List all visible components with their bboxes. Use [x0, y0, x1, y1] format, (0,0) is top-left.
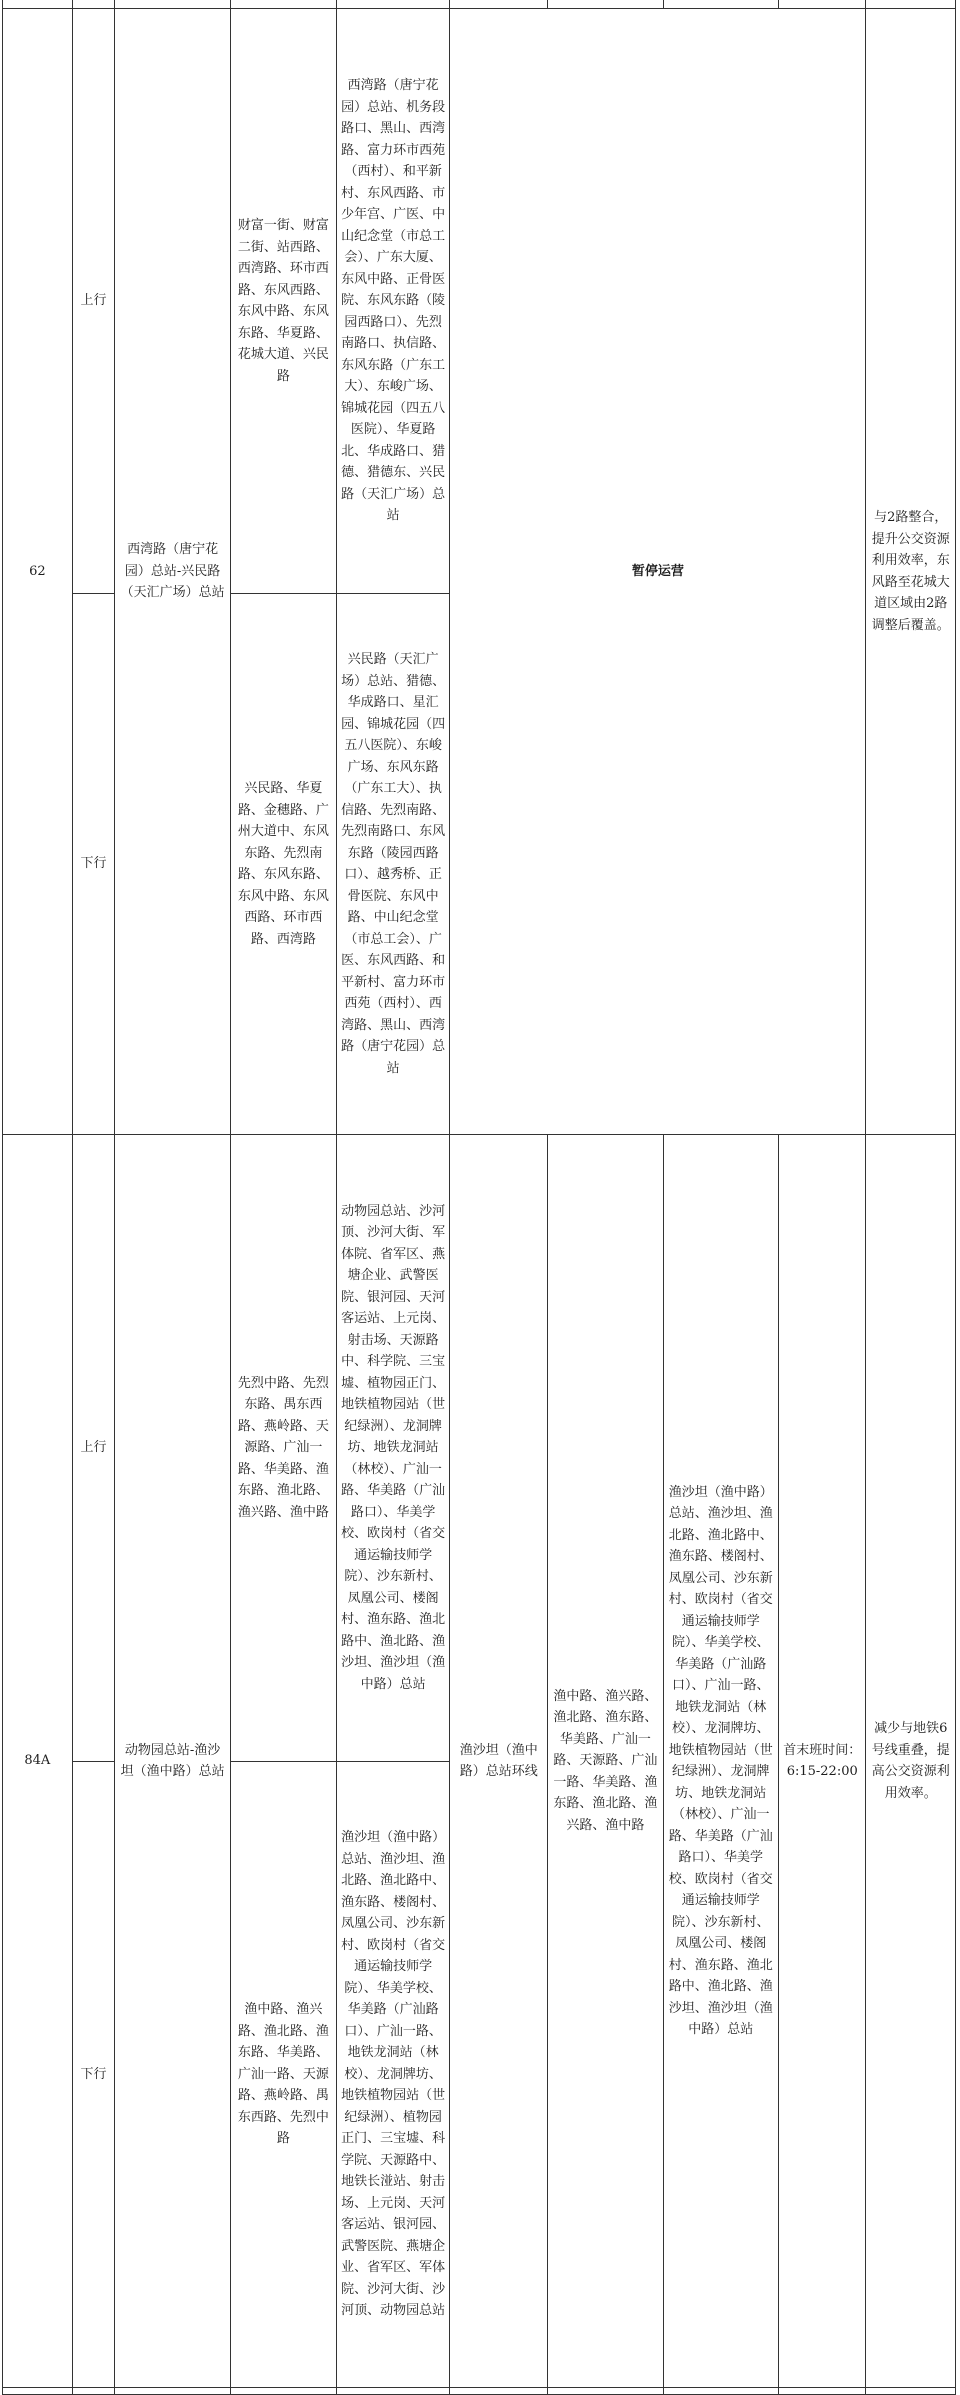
table-row-partial-top	[3, 0, 956, 9]
status-cell: 暂停运营	[450, 9, 866, 1135]
roads-cell: 先烈中路、先烈东路、禺东西路、燕岭路、天源路、广汕一路、华美路、渔东路、渔北路、渔兴路、渔中路	[230, 1135, 336, 1762]
terminals-cell: 西湾路（唐宁花园）总站-兴民路（天汇广场）总站	[115, 9, 230, 1135]
direction-cell: 下行	[72, 594, 115, 1135]
direction-cell: 上行	[72, 1135, 115, 1762]
stops-cell: 兴民路（天汇广场）总站、猎德、华成路口、星汇园、锦城花园（四五八医院）、东峻广场、东风东路（广东工大）、执信路、先烈南路、先烈南路口、东风东路（陵园西路口）、越秀桥、正骨医院、东风中路、中山纪念堂（市总工会）、广医、东风西路、和平新村、富力环市西苑（西村）、西湾路、黑山、西湾路（唐宁花园）总站	[336, 594, 449, 1135]
reason-cell: 减少与地铁6号线重叠，提高公交资源利用效率。	[866, 1135, 956, 2388]
direction-cell: 下行	[72, 1762, 115, 2388]
stops-cell: 渔沙坦（渔中路）总站、渔沙坦、渔北路、渔北路中、渔东路、楼阁村、凤凰公司、沙东新村、欧岗村（省交通运输技师学院）、华美学校、华美路（广汕路口）、广汕一路、地铁龙洞站（林校）、龙洞牌坊、地铁植物园站（世纪绿洲）、植物园正门、三宝墟、科学院、天源路中、地铁长湴站、射击场、上元岗、天河客运站、银河园、武警医院、燕塘企业、省军区、军体院、沙河大街、沙河顶、动物园总站	[336, 1762, 449, 2388]
adjusted-roads-cell: 渔中路、渔兴路、渔北路、渔东路、华美路、广汕一路、天源路、广汕一路、华美路、渔东路、渔北路、渔兴路、渔中路	[548, 1135, 663, 2388]
adjusted-terminals-cell: 渔沙坦（渔中路）总站环线	[450, 1135, 548, 2388]
route-number-cell: 84A	[3, 1135, 73, 2388]
table-row	[3, 1135, 956, 1762]
roads-cell: 财富一街、财富二街、站西路、西湾路、环市西路、东风西路、东风中路、东风东路、华夏路、花城大道、兴民路	[230, 9, 336, 594]
roads-cell: 兴民路、华夏路、金穗路、广州大道中、东风东路、先烈南路、东风东路、东风中路、东风西路、环市西路、西湾路	[230, 594, 336, 1135]
table-row-partial-bottom	[3, 2388, 956, 2395]
stops-cell: 动物园总站、沙河顶、沙河大街、军体院、省军区、燕塘企业、武警医院、银河园、天河客运站、上元岗、射击场、天源路中、科学院、三宝墟、植物园正门、地铁植物园站（世纪绿洲）、龙洞牌坊、地铁龙洞站（林校）、广汕一路、华美路（广汕路口）、华美学校、欧岗村（省交通运输技师学院）、沙东新村、凤凰公司、楼阁村、渔东路、渔北路中、渔北路、渔沙坦、渔沙坦（渔中路）总站	[336, 1135, 449, 1762]
table-row	[3, 9, 956, 594]
route-adjustment-table	[2, 0, 956, 2395]
direction-cell: 上行	[72, 9, 115, 594]
adjusted-stops-cell: 渔沙坦（渔中路）总站、渔沙坦、渔北路、渔北路中、渔东路、楼阁村、凤凰公司、沙东新村、欧岗村（省交通运输技师学院）、华美学校、华美路（广汕路口）、广汕一路、地铁龙洞站（林校）、龙洞牌坊、地铁植物园站（世纪绿洲）、龙洞牌坊、地铁龙洞站（林校）、广汕一路、华美路（广汕路口）、华美学校、欧岗村（省交通运输技师学院）、沙东新村、凤凰公司、楼阁村、渔东路、渔北路中、渔北路、渔沙坦、渔沙坦（渔中路）总站	[663, 1135, 778, 2388]
reason-cell: 与2路整合，提升公交资源利用效率，东风路至花城大道区域由2路调整后覆盖。	[866, 9, 956, 1135]
terminals-cell: 动物园总站-渔沙坦（渔中路）总站	[115, 1135, 230, 2388]
adjusted-hours-cell: 首末班时间：6:15-22:00	[779, 1135, 866, 2388]
stops-cell: 西湾路（唐宁花园）总站、机务段路口、黑山、西湾路、富力环市西苑（西村）、和平新村、东风西路、市少年宫、广医、中山纪念堂（市总工会）、广东大厦、东风中路、正骨医院、东风东路（陵园西路口）、先烈南路口、执信路、东风东路（广东工大）、东峻广场、锦城花园（四五八医院）、华夏路北、华成路口、猎德、猎德东、兴民路（天汇广场）总站	[336, 9, 449, 594]
route-number-cell: 62	[3, 9, 73, 1135]
roads-cell: 渔中路、渔兴路、渔北路、渔东路、华美路、广汕一路、天源路、燕岭路、禺东西路、先烈中路	[230, 1762, 336, 2388]
